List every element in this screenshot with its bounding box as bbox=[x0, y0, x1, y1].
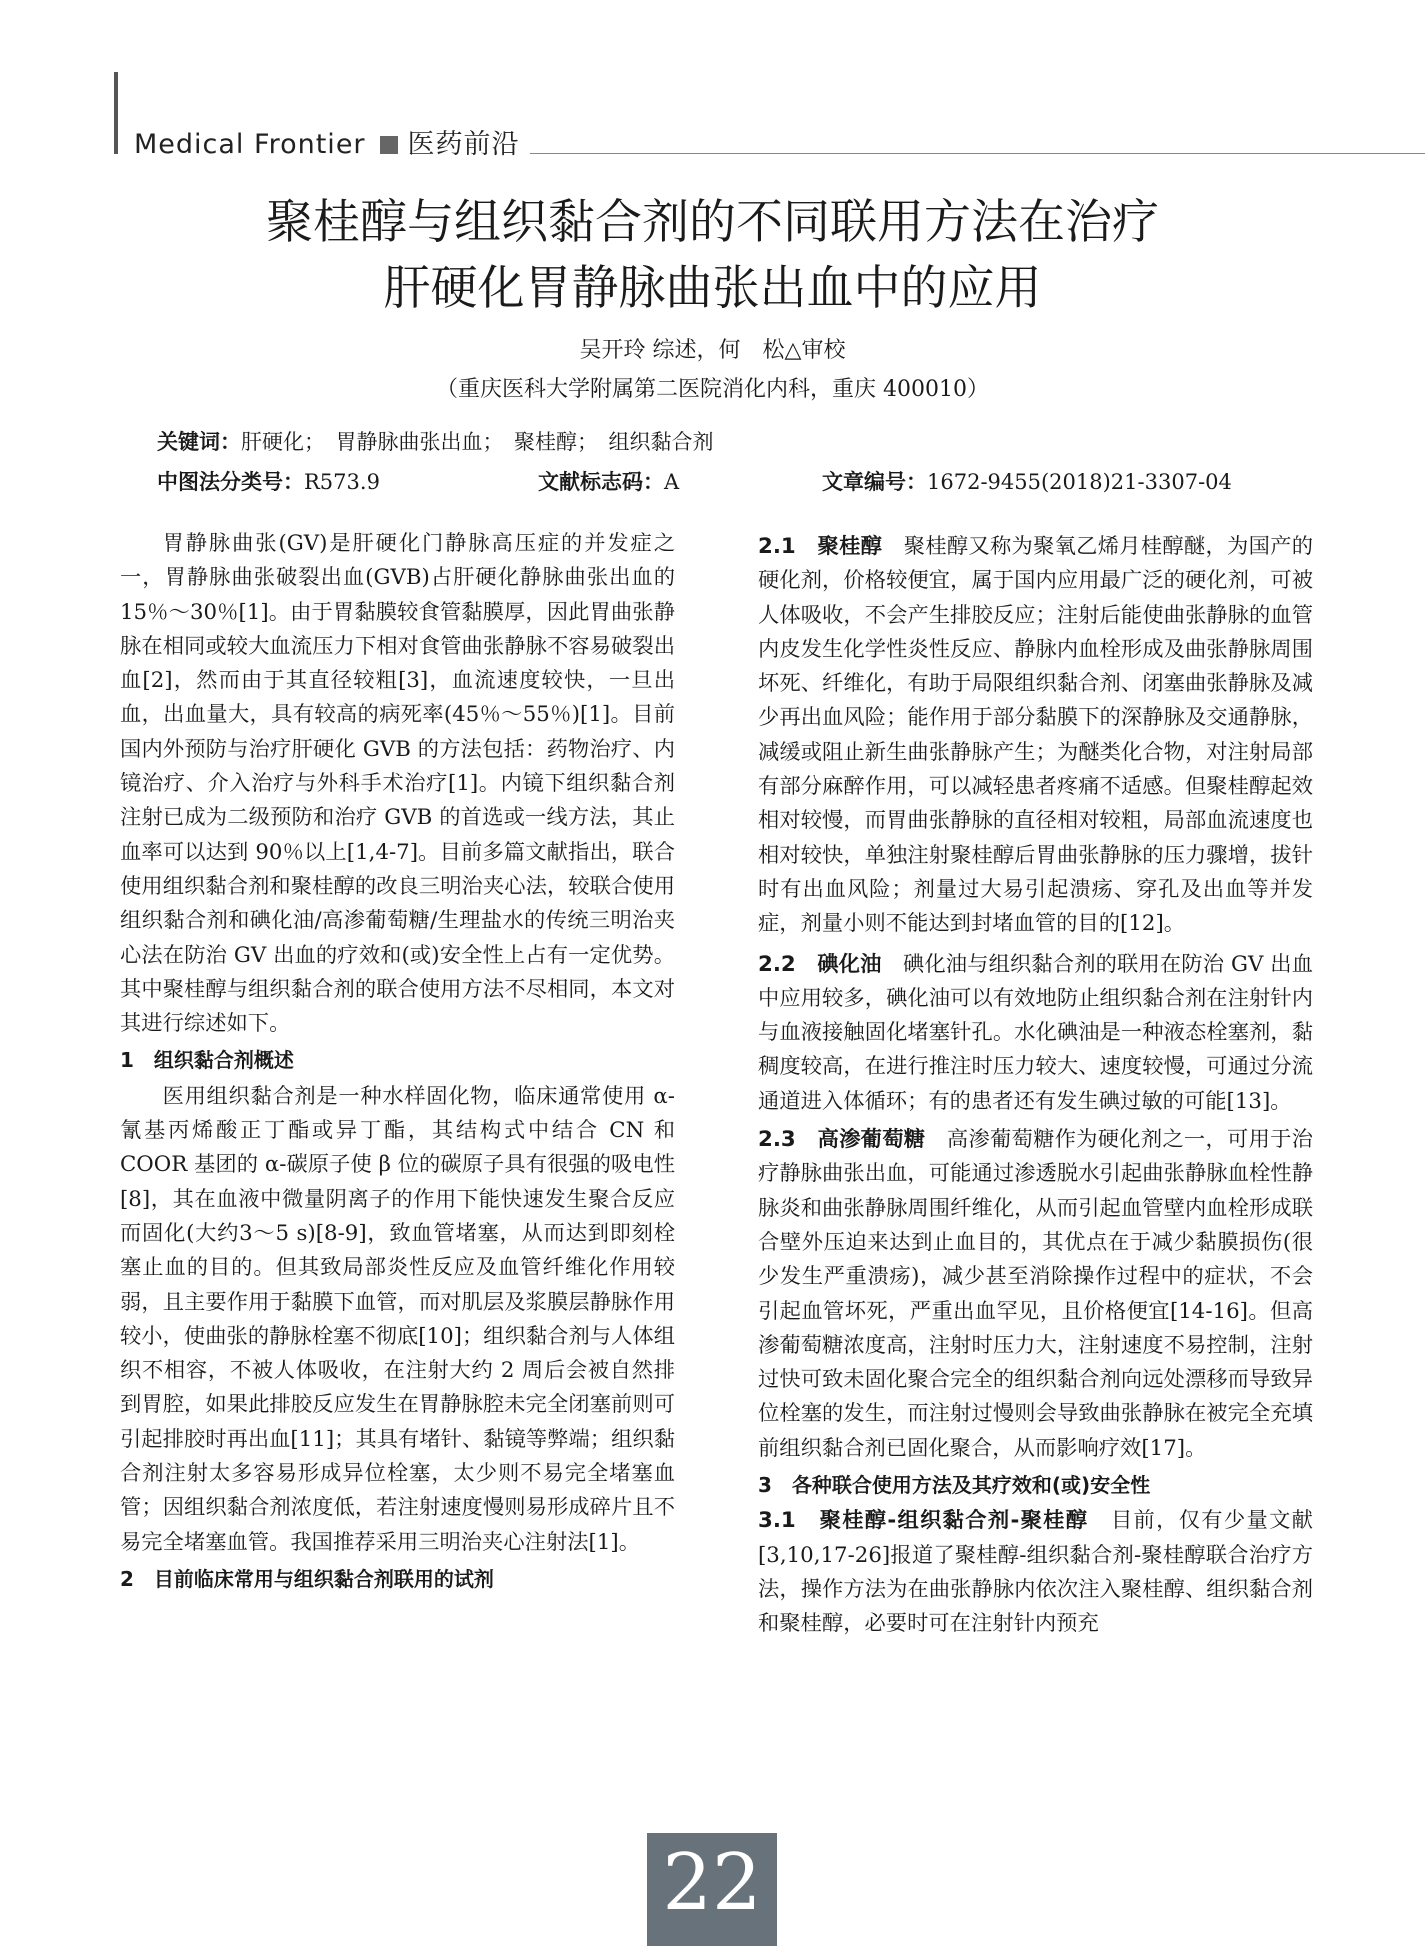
clc-value: R573.9 bbox=[304, 470, 380, 494]
page-number: 22 bbox=[647, 1833, 777, 1946]
title-line2: 肝硬化胃静脉曲张出血中的应用 bbox=[383, 261, 1042, 316]
clc-label: 中图法分类号： bbox=[157, 470, 304, 494]
subsection-text: 聚桂醇又称为聚氧乙烯月桂醇醚，为国产的硬化剂，价格较便宜，属于国内应用最广泛的硬化剂，可被人体吸收，不会产生排胶反应；注射后能使曲张静脉的血管内皮发生化学性炎性反应、静脉内血栓形成及曲张静脉周围坏死、纤维化，有助于局限组织黏合剂、闭塞曲张静脉及减少再出血风险；能作用于部分黏膜下的深静脉及交通静脉，减缓或阻止新生曲张静脉产生；为醚类化合物，对注射局部有部分麻醉作用，可以减轻患者疼痛不适感。但聚桂醇起效相对较慢，而胃曲张静脉的直径相对较粗，局部血流速度也相对较快，单独注射聚桂醇后胃曲张静脉的压力骤增，拔针时有出血风险；剂量过大易引起溃疡、穿孔及出血等并发症，剂量小则不能达到封堵血管的目的[12]。 bbox=[758, 534, 1313, 937]
header-cn: 医药前沿 bbox=[407, 129, 520, 160]
header-en: Medical Frontier bbox=[134, 129, 366, 160]
header-square-icon bbox=[380, 136, 398, 154]
subsection-text: 高渗葡萄糖作为硬化剂之一，可用于治疗静脉曲张出血，可能通过渗透脱水引起曲张静脉血栓性静脉炎和曲张静脉周围纤维化，从而引起血管壁内血栓形成联合壁外压迫来达到止血目的，其优点在于减少黏膜损伤(很少发生严重溃疡)，减少甚至消除操作过程中的症状，不会引起血管坏死，严重出血罕见，且价格便宜[14-16]。但高渗葡萄糖浓度高，注射时压力大，注射速度不易控制，注射过快可致未固化聚合完全的组织黏合剂向远处漂移而导致异位栓塞的发生，而注射过慢则会导致曲张静脉在被完全充填前组织黏合剂已固化聚合，从而影响疗效[17]。 bbox=[758, 1127, 1313, 1461]
subsection-label: 2.2 碘化油 bbox=[758, 951, 882, 977]
subsection bbox=[758, 1123, 1313, 1466]
paragraph: 医用组织黏合剂是一种水样固化物，临床通常使用 α-氰基丙烯酸正丁酯或异丁酯，其结构式中结合 CN 和 COOR 基团的 α-碳原子使 β 位的碳原子具有很强的吸电性[8]，其在血液中微量阴离子的作用下能快速发生聚合反应而固化(大约3～5 s)[8-9]，致血管堵塞，从而达到即刻栓塞止血的目的。但其致局部炎性反应及血管纤维化作用较弱，且主要作用于黏膜下血管，而对肌层及浆膜层静脉作用较小，使曲张的静脉栓塞不彻底[10]；组织黏合剂与人体组织不相容，不被人体吸收，在注射大约 2 周后会被自然排到胃腔，如果此排胶反应发生在胃静脉腔未完全闭塞前则可引起排胶时再出血[11]；其具有堵针、黏镜等弊端；组织黏合剂注射太多容易形成异位栓塞，太少则不易完全堵塞血管；因组织黏合剂浓度低，若注射速度慢则易形成碎片且不易完全堵塞血管。我国推荐采用三明治夹心注射法[1]。 bbox=[120, 1083, 675, 1555]
subsection-text: 目前，仅有少量文献[3,10,17-26]报道了聚桂醇-组织黏合剂-聚桂醇联合治疗方法，操作方法为在曲张静脉内依次注入聚桂醇、组织黏合剂和聚桂醇，必要时可在注射针内预充 bbox=[758, 1508, 1313, 1637]
title-line1: 聚桂醇与组织黏合剂的不同联用方法在治疗 bbox=[266, 195, 1159, 250]
subsection-text: 碘化油与组织黏合剂的联用在防治 GV 出血中应用较多，碘化油可以有效地防止组织黏合剂在注射针内与血液接触固化堵塞针孔。水化碘油是一种液态栓塞剂，黏稠度较高，在进行推注时压力较大、速度较慢，可通过分流通道进入体循环；有的患者还有发生碘过敏的可能[13]。 bbox=[758, 951, 1313, 1114]
subsection-label: 2.3 高渗葡萄糖 bbox=[758, 1127, 926, 1153]
doc-value: A bbox=[664, 470, 680, 494]
subsection bbox=[758, 948, 1313, 1119]
doc-code bbox=[538, 466, 679, 496]
subsection bbox=[758, 1504, 1313, 1641]
classification bbox=[157, 466, 380, 496]
keywords bbox=[157, 426, 714, 456]
keywords-label: 关键词： bbox=[157, 430, 241, 454]
section-heading: 1 组织黏合剂概述 bbox=[120, 1048, 294, 1073]
art-value: 1672-9455(2018)21-3307-04 bbox=[927, 470, 1232, 494]
section-heading: 3 各种联合使用方法及其疗效和(或)安全性 bbox=[758, 1473, 1151, 1498]
subsection-label: 2.1 聚桂醇 bbox=[758, 534, 883, 559]
keywords-text: 肝硬化； 胃静脉曲张出血； 聚桂醇； 组织黏合剂 bbox=[241, 430, 714, 454]
subsection bbox=[758, 530, 1313, 942]
subsection-label: 3.1 聚桂醇-组织黏合剂-聚桂醇 bbox=[758, 1508, 1089, 1534]
affiliation: （重庆医科大学附属第二医院消化内科，重庆 400010） bbox=[436, 377, 989, 402]
left-column bbox=[120, 527, 675, 1598]
art-label: 文章编号： bbox=[822, 470, 927, 494]
paragraph: 胃静脉曲张(GV)是肝硬化门静脉高压症的并发症之一，胃静脉曲张破裂出血(GVB)占肝硬化静脉曲张出血的 15％～30％[1]。由于胃黏膜较食管黏膜厚，因此胃曲张静脉在相同或较大血流压力下相对食管曲张静脉不容易破裂出血[2]，然而由于其直径较粗[3]，血流速度较快，一旦出血，出血量大，具有较高的病死率(45％～55％)[1]。目前国内外预防与治疗肝硬化 GVB 的方法包括：药物治疗、内镜治疗、介入治疗与外科手术治疗[1]。内镜下组织黏合剂注射已成为二级预防和治疗 GVB 的首选或一线方法，其止血率可以达到 90％以上[1,4-7]。目前多篇文献指出，联合使用组织黏合剂和聚桂醇的改良三明治夹心法，较联合使用组织黏合剂和碘化油/高渗葡萄糖/生理盐水的传统三明治夹心法在防治 GV 出血的疗效和(或)安全性上占有一定优势。其中聚桂醇与组织黏合剂的联合使用方法不尽相同，本文对其进行综述如下。 bbox=[120, 531, 675, 1037]
doc-label: 文献标志码： bbox=[538, 470, 664, 494]
article-number bbox=[822, 466, 1232, 496]
authors: 吴开玲 综述，何 松△审校 bbox=[579, 338, 846, 363]
journal-header bbox=[134, 122, 520, 161]
right-column bbox=[758, 530, 1313, 1642]
section-heading: 2 目前临床常用与组织黏合剂联用的试剂 bbox=[120, 1566, 494, 1591]
header-bar bbox=[114, 72, 118, 154]
header-rule bbox=[530, 153, 1425, 154]
